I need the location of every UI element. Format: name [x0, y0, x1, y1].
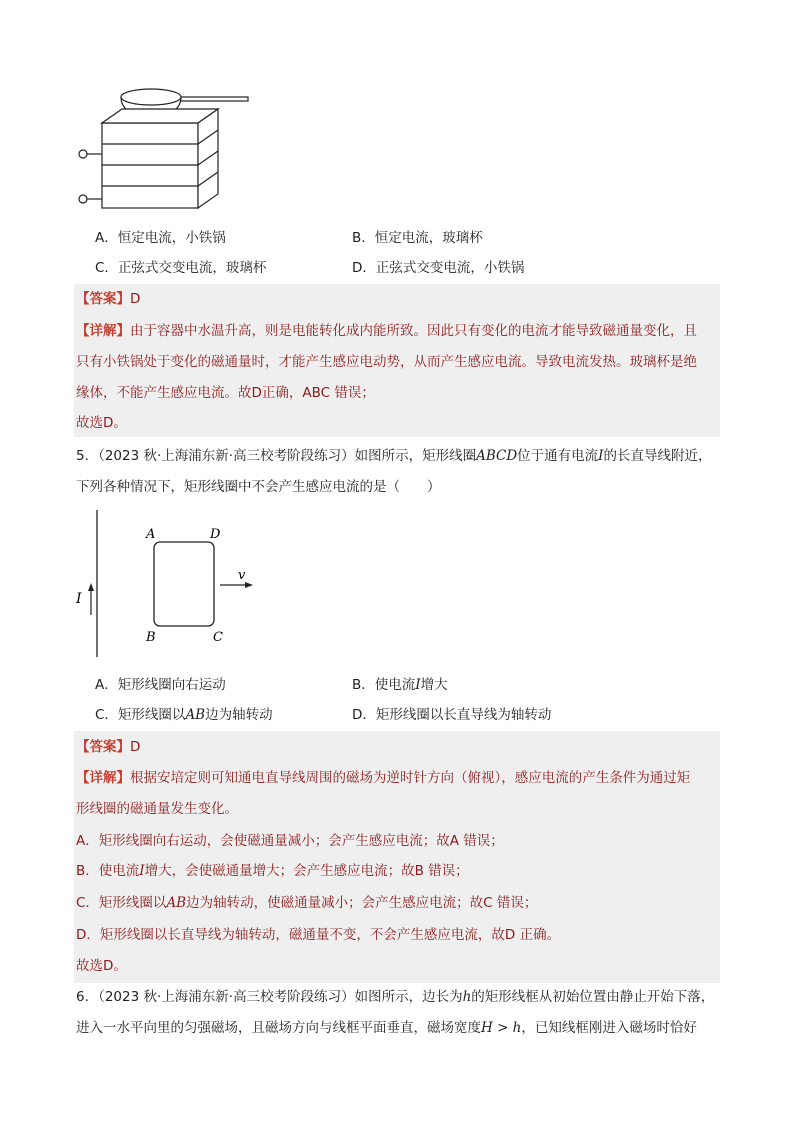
- q5-option-b: B．使电流I增大: [352, 677, 448, 693]
- q4-option-c: C．正弦式交变电流，玻璃杯: [95, 260, 267, 276]
- q5-analysis-d: D．矩形线圈以长直导线为轴转动，磁通量不变，不会产生感应电流，故D 正确。: [76, 927, 561, 943]
- q5-option-d: D．矩形线圈以长直导线为轴转动: [352, 707, 552, 723]
- q4-detail-line-3: 缘体，不能产生感应电流。故D正确，ABC 错误；: [76, 385, 375, 401]
- label-b: B: [146, 630, 156, 645]
- q5-answer: 【答案】D: [76, 739, 141, 755]
- q4-option-b: B．恒定电流，玻璃杯: [352, 230, 483, 246]
- q4-detail-line-1: 【详解】由于容器中水温升高，则是电能转化成内能所致。因此只有变化的电流才能导致磁通量变化，且: [76, 323, 697, 339]
- q5-analysis-a: A．矩形线圈向右运动，会使磁通量减小；会产生感应电流；故A 错误；: [76, 833, 504, 849]
- label-d: D: [210, 527, 221, 542]
- q5-detail-line-2: 形线圈的磁通量发生变化。: [76, 801, 238, 817]
- q6-stem-line-2: 进入一水平向里的匀强磁场，且磁场方向与线框平面垂直，磁场宽度H > h，已知线框刚进入磁场时恰好: [76, 1020, 697, 1036]
- q5-option-a: A．矩形线圈向右运动: [95, 677, 226, 693]
- q4-detail-line-2: 只有小铁锅处于变化的磁通量时，才能产生感应电动势，从而产生感应电流。导致电流发热。玻璃杯是绝: [76, 354, 697, 370]
- q5-analysis-b: B．使电流I增大，会使磁通量增大；会产生感应电流；故B 错误；: [76, 863, 469, 879]
- label-i: I: [76, 591, 82, 607]
- q6-stem-line-1: 6．（2023 秋·上海浦东新·高三校考阶段练习）如图所示，边长为h的矩形线框从初始位置由静止开始下落，: [76, 989, 715, 1005]
- induction-cooker-figure: [76, 85, 256, 215]
- q5-option-c: C．矩形线圈以AB边为轴转动: [95, 707, 273, 723]
- label-a: A: [146, 527, 156, 542]
- q4-option-d: D．正弦式交变电流，小铁锅: [352, 260, 525, 276]
- label-v: v: [238, 568, 246, 583]
- q5-stem-line-1: 5．（2023 秋·上海浦东新·高三校考阶段练习）如图所示，矩形线圈ABCD位于通有电流I的长直导线附近，: [76, 448, 712, 464]
- q4-answer: 【答案】D: [76, 291, 141, 307]
- q5-stem-line-2: 下列各种情况下，矩形线圈中不会产生感应电流的是（ ）: [76, 479, 441, 495]
- label-c: C: [213, 630, 223, 645]
- q4-conclusion: 故选D。: [76, 415, 127, 431]
- wire-coil-figure: [70, 505, 270, 665]
- q5-detail-line-1: 【详解】根据安培定则可知通电直导线周围的磁场为逆时针方向（俯视），感应电流的产生条件为通过矩: [76, 770, 691, 786]
- q5-conclusion: 故选D。: [76, 958, 127, 974]
- q4-option-a: A．恒定电流，小铁锅: [95, 230, 226, 246]
- q5-analysis-c: C．矩形线圈以AB边为轴转动，使磁通量减小；会产生感应电流；故C 错误；: [76, 895, 538, 911]
